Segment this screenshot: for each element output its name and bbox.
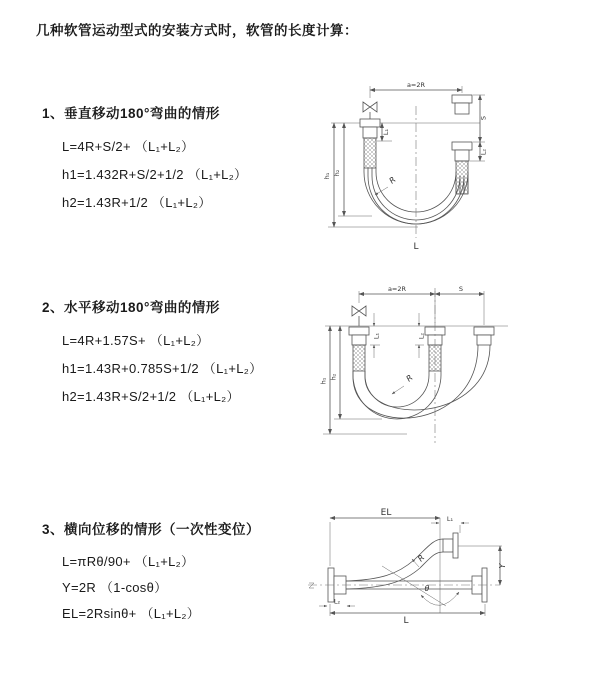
dim-label-r: R [404, 373, 415, 384]
dim-label-a2r: a=2R [387, 285, 407, 293]
braided-hose [353, 345, 365, 371]
dim-y [498, 546, 507, 585]
centerline-break-mark [309, 583, 314, 588]
dim-label-l2: L₂ [479, 148, 488, 156]
diagram-lateral-displacement [300, 500, 600, 645]
dim-label-r: R [416, 553, 427, 564]
left-pipe-fitting [360, 119, 380, 168]
section-vertical-bend [42, 102, 247, 217]
hose-u-bend [353, 345, 490, 419]
formula-line: EL=2Rsinθ+ （L₁+L₂） [62, 606, 201, 621]
dim-s [473, 95, 488, 142]
formula-line: h2=1.43R+S/2+1/2 （L₁+L₂） [62, 389, 240, 404]
dim-label-l-total: L [413, 242, 419, 252]
dim-label-l: L [403, 616, 409, 626]
dim-s [435, 285, 484, 294]
section-heading: 3、横向位移的情形（一次性变位） [42, 522, 261, 537]
dim-label-l1: L₁ [446, 515, 454, 523]
dim-label-h2: h₂ [329, 373, 338, 381]
formula-line: L=4R+1.57S+ （L₁+L₂） [62, 333, 210, 348]
section-heading: 2、水平移动180°弯曲的情形 [42, 300, 220, 315]
radius-callout [392, 373, 415, 394]
formula-line: L=πRθ/90+ （L₁+L₂） [62, 554, 195, 569]
dim-label-l1: L₁ [382, 128, 390, 136]
braided-hose [364, 138, 376, 168]
dim-label-r: R [387, 175, 398, 186]
formula-list [42, 549, 260, 627]
section-heading: 1、垂直移动180°弯曲的情形 [42, 106, 220, 121]
right-pipe-fitting [452, 95, 472, 194]
dim-l2 [470, 142, 488, 161]
dim-label-s: S [458, 285, 464, 293]
diagram-horizontal-bend [312, 281, 600, 456]
dim-label-l1: L₁ [372, 332, 381, 340]
dim-l1 [370, 313, 381, 358]
formula-line: L=4R+S/2+ （L₁+L₂） [62, 139, 195, 154]
dim-label-h2: h₂ [333, 169, 341, 177]
page-title: 几种软管运动型式的安装方式时，软管的长度计算： [36, 23, 358, 38]
dim-label-l2: L₂ [417, 332, 426, 340]
valve-icon [363, 102, 377, 119]
dim-label-h1: h₁ [319, 377, 328, 385]
formula-list [42, 327, 262, 411]
dim-label-theta: θ [424, 584, 430, 593]
dim-a2r [359, 285, 484, 325]
left-pipe-fitting [349, 327, 369, 371]
top-flange [443, 533, 502, 558]
formula-list [42, 133, 247, 217]
dim-label-a2r: a=2R [406, 81, 426, 89]
dim-l2 [319, 598, 355, 607]
dim-l2 [415, 313, 426, 358]
dim-label-el: EL [380, 508, 392, 518]
formula-line: h1=1.432R+S/2+1/2 （L₁+L₂） [62, 167, 248, 182]
formula-line: h1=1.43R+0.785S+1/2 （L₁+L₂） [62, 361, 263, 376]
hose-s-curve [346, 539, 443, 589]
radius-line [382, 566, 446, 606]
dim-label-s: S [479, 115, 488, 121]
dim-label-h1: h₁ [323, 172, 331, 180]
right-pipe-fitting [474, 327, 494, 345]
valve-icon [352, 306, 366, 326]
section-lateral-displacement [42, 518, 260, 627]
dim-label-y: Y [498, 563, 507, 569]
dim-a2r [370, 81, 462, 98]
formula-line: Y=2R （1-cosθ） [62, 580, 168, 595]
section-horizontal-bend [42, 296, 262, 411]
diagram-vertical-bend [312, 76, 592, 256]
dim-l [330, 604, 485, 626]
dim-label-l2: L₂ [333, 597, 341, 606]
formula-line: h2=1.43R+1/2 （L₁+L₂） [62, 195, 212, 210]
